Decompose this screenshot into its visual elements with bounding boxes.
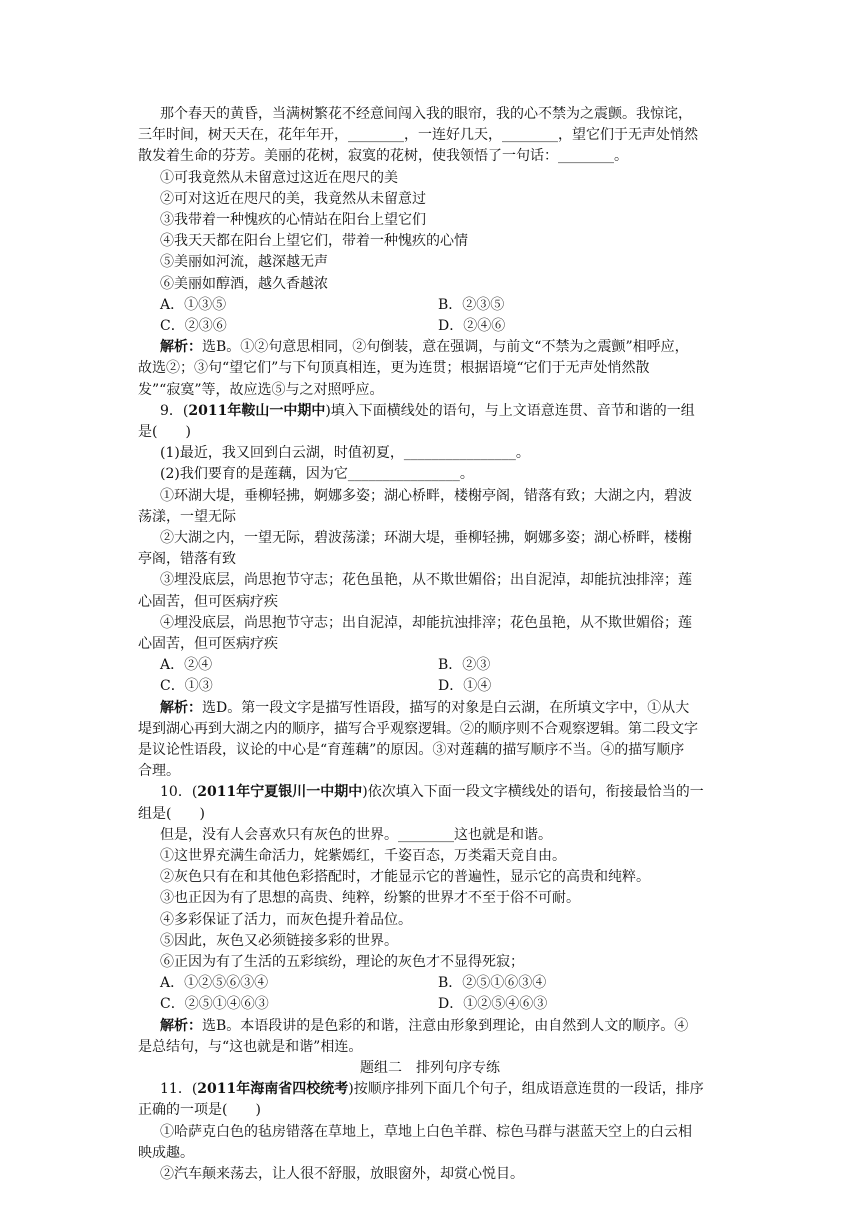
option-line: ①哈萨克白色的毡房错落在草地上，草地上白色羊群、棕色马群与湛蓝天空上的白云相	[160, 1124, 692, 1140]
choice-c: C．①③	[160, 678, 213, 694]
choice-d: D．①④	[438, 678, 492, 694]
choice-b: B．②⑤①⑥③④	[438, 975, 547, 991]
option-line: ②大湖之内，一望无际，碧波荡漾；环湖大堤，垂柳轻拂，婀娜多姿；湖心桥畔，楼榭	[160, 530, 692, 546]
option-line: 映成趣。	[138, 1145, 194, 1161]
analysis-line: 发”“寂寞”等，故应选⑤与之对照呼应。	[138, 382, 384, 398]
analysis-line	[160, 698, 689, 718]
option-line: 心固苦，但可医病疗疾	[138, 636, 278, 652]
analysis-line	[160, 337, 689, 357]
analysis-text: 选B。本语段讲的是色彩的和谐，注意由形象到理论，由自然到人文的顺序。④	[202, 1018, 689, 1034]
analysis-text: 选D。第一段文字是描写性语段，描写的对象是白云湖，在所填文字中，①从大	[202, 700, 690, 716]
option-line: ⑤因此，灰色又必须链接多彩的世界。	[160, 933, 398, 949]
choice-b: B．②③⑤	[438, 297, 505, 313]
option-line: ②汽车颠来荡去，让人很不舒服，放眼窗外，却赏心悦目。	[160, 1166, 524, 1182]
question-10-stem	[160, 782, 704, 802]
passage-line: 那个春天的黄昏，当满树繁花不经意间闯入我的眼帘，我的心不禁为之震颤。我惊诧，	[160, 106, 692, 122]
sentence-line: (1)最近，我又回到白云湖，时值初夏，________________。	[160, 445, 530, 461]
analysis-line: 是总结句，与“这也就是和谐”相连。	[138, 1039, 363, 1055]
question-stem-cont: 正确的一项是( )	[138, 1102, 261, 1118]
question-number: 9．(	[160, 403, 189, 419]
option-line: ①可我竟然从未留意过这近在咫尺的美	[160, 170, 398, 186]
option-line: ⑥美丽如醇酒，越久香越浓	[160, 276, 328, 292]
question-number: 11．(	[160, 1081, 198, 1097]
question-stem: )填入下面横线处的语句，与上文语意连贯、音节和谐的一组	[325, 403, 695, 419]
choice-a: A．①②⑤⑥③④	[160, 975, 269, 991]
question-source: 2011年海南省四校统考	[197, 1081, 349, 1097]
option-line: ②灰色只有在和其他色彩搭配时，才能显示它的普遍性，显示它的高贵和纯粹。	[160, 869, 650, 885]
choice-a: A．②④	[160, 657, 213, 673]
passage-line: 三年时间，树天天在，花年年开，________，一连好几天，________，望它们于无声处悄然	[138, 127, 698, 143]
option-line: ⑥正因为有了生活的五彩缤纷，理论的灰色才不显得死寂；	[160, 954, 524, 970]
analysis-text: 选B。①②句意思相同，②句倒装，意在强调，与前文“不禁为之震颤”相呼应，	[202, 339, 689, 355]
choice-d: D．①②⑤④⑥③	[438, 996, 548, 1012]
analysis-line: 故选②；③句“望它们”与下句顶真相连，更为连贯；根据语境“它们于无声处悄然散	[138, 360, 650, 376]
option-line: ③埋没底层，尚思抱节守志；花色虽艳，从不欺世媚俗；出自泥淖，却能抗浊排滓；莲	[160, 572, 692, 588]
passage-line: 散发着生命的芬芳。美丽的花树，寂寞的花树，使我领悟了一句话：________。	[138, 148, 628, 164]
choice-c: C．②③⑥	[160, 318, 227, 334]
choice-c: C．②⑤①④⑥③	[160, 996, 269, 1012]
question-source: 2011年宁夏银川一中期中	[197, 784, 363, 800]
option-line: ③我带着一种愧疚的心情站在阳台上望它们	[160, 212, 426, 228]
option-line: ④我天天都在阳台上望它们，带着一种愧疚的心情	[160, 233, 468, 249]
analysis-line: 是议论性语段，议论的中心是“育莲藕”的原因。③对莲藕的描写顺序不当。④的描写顺序	[138, 742, 685, 758]
analysis-line: 堤到湖心再到大湖之内的顺序，描写合乎观察逻辑。②的顺序则不合观察逻辑。第二段文字	[138, 721, 698, 737]
choice-a: A．①③⑤	[160, 297, 227, 313]
option-line: 亭阁，错落有致	[138, 551, 236, 567]
option-line: ④埋没底层，尚思抱节守志；出自泥淖，却能抗浊排滓；花色虽艳，从不欺世媚俗；莲	[160, 615, 692, 631]
question-stem: )依次填入下面一段文字横线处的语句，衔接最恰当的一	[362, 784, 704, 800]
analysis-label: 解析：	[160, 700, 202, 716]
option-line: ②可对这近在咫尺的美，我竟然从未留意过	[160, 191, 426, 207]
option-line: ①环湖大堤，垂柳轻拂，婀娜多姿；湖心桥畔，楼榭亭阁，错落有致；大湖之内，碧波	[160, 488, 692, 504]
section-heading: 题组二 排列句序专练	[360, 1060, 500, 1076]
question-11-stem	[160, 1079, 704, 1099]
question-stem-cont: 组是( )	[138, 806, 205, 822]
analysis-line	[160, 1016, 688, 1036]
option-line: 心固苦，但可医病疗疾	[138, 594, 278, 610]
question-source: 2011年鞍山一中期中	[188, 403, 326, 419]
analysis-label: 解析：	[160, 1018, 202, 1034]
option-line: 荡漾，一望无际	[138, 509, 236, 525]
option-line: ④多彩保证了活力，而灰色提升着品位。	[160, 912, 412, 928]
analysis-label: 解析：	[160, 339, 202, 355]
option-line: ③也正因为有了思想的高贵、纯粹，纷繁的世界才不至于俗不可耐。	[160, 890, 580, 906]
question-9-stem	[160, 401, 695, 421]
question-stem-cont: 是( )	[138, 424, 191, 440]
sentence-line: (2)我们要育的是莲藕，因为它________________。	[160, 466, 474, 482]
analysis-line: 合理。	[138, 763, 180, 779]
sentence-line: 但是，没有人会喜欢只有灰色的世界。________这也就是和谐。	[160, 827, 552, 843]
question-stem: )按顺序排列下面几个句子，组成语意连贯的一段话，排序	[348, 1081, 704, 1097]
option-line: ①这世界充满生命活力，姹紫嫣红，千姿百态，万类霜天竞自由。	[160, 848, 566, 864]
option-line: ⑤美丽如河流，越深越无声	[160, 254, 328, 270]
choice-d: D．②④⑥	[438, 318, 506, 334]
choice-b: B．②③	[438, 657, 491, 673]
question-number: 10．(	[160, 784, 198, 800]
